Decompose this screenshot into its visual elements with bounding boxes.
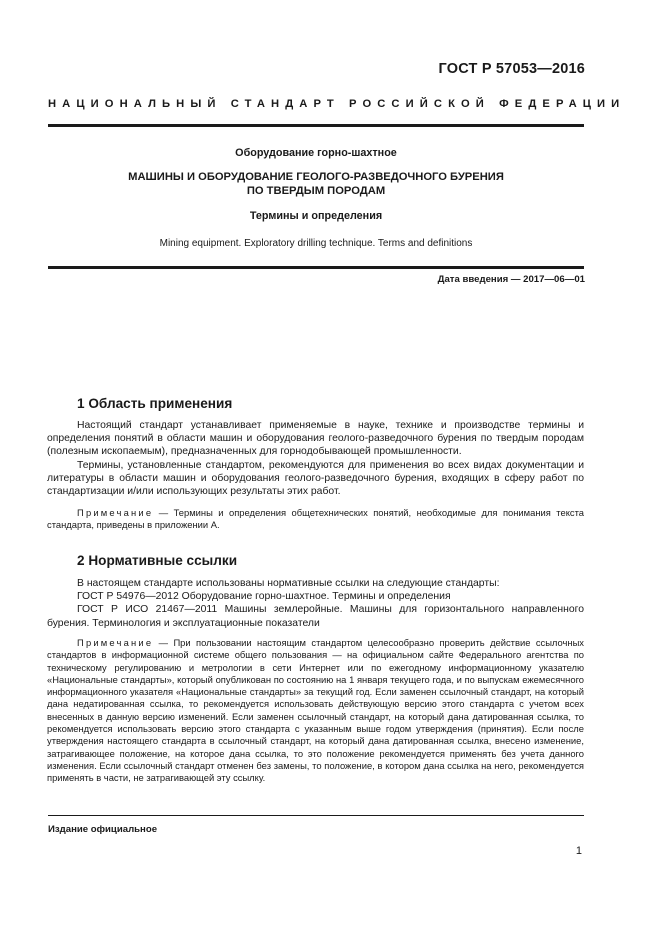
standard-title-line-2: ПО ТВЕРДЫМ ПОРОДАМ <box>246 185 386 197</box>
section-1-body <box>47 419 584 498</box>
section-2-heading: 2 Нормативные ссылки <box>77 553 238 568</box>
english-title: Mining equipment. Exploratory drilling technique. Terms and definitions <box>159 238 473 249</box>
header-rule <box>48 124 584 127</box>
introduction-date: Дата введения — 2017—06—01 <box>437 274 585 285</box>
standard-title <box>48 170 584 198</box>
section-1-paragraph-2: Термины, установленные стандартом, рекомендуются для применения во всех видах документации и литературы в области машин и оборудования геолого-разведочного бурения, входящих в сферу работ по стандартизации и/или использующих результаты этих работ. <box>47 459 584 498</box>
standard-subtitle: Термины и определения <box>249 210 383 222</box>
official-edition-label: Издание официальное <box>48 824 158 835</box>
national-standard-banner: НАЦИОНАЛЬНЫЙ СТАНДАРТ РОССИЙСКОЙ ФЕДЕРАЦИИ <box>48 98 626 110</box>
section-1-paragraph-1: Настоящий стандарт устанавливает применяемые в науке, технике и производстве термины и определения понятий в области машин и оборудования геолого-разведочного бурения по твердым породам (полезным ископаемым), предназначенных для горнодобывающей промышленности. <box>47 420 584 458</box>
footer-rule <box>48 815 584 816</box>
section-1-note <box>47 507 584 532</box>
section-2-note <box>47 637 584 785</box>
normative-reference-2: ГОСТ Р ИСО 21467—2011 Машины землеройные. Машины для горизонтального направленного бурения. Терминология и эксплуатационные показатели <box>47 604 584 629</box>
section-2-paragraph-1: В настоящем стандарте использованы нормативные ссылки на следующие стандарты: <box>77 578 500 589</box>
note-label: Примечание <box>77 507 154 518</box>
note-label: Примечание <box>77 637 154 648</box>
page-number: 1 <box>575 845 582 857</box>
normative-reference-1: ГОСТ Р 54976—2012 Оборудование горно-шахтное. Термины и определения <box>77 591 451 603</box>
gost-number: ГОСТ Р 57053—2016 <box>438 61 585 77</box>
section-2-body <box>47 577 584 630</box>
standard-title-line-1: МАШИНЫ И ОБОРУДОВАНИЕ ГЕОЛОГО-РАЗВЕДОЧНОГО БУРЕНИЯ <box>128 171 504 183</box>
note-text: — При пользовании настоящим стандартом целесообразно проверить действие ссылочных стандартов в информационной системе общего пользования — на официальном сайте Федерального агентства по техническому регулированию и метрологии в сети Интернет или по ежегодному информационному указателю «Национальные стандарты», который опубликован по состоянию на 1 января текущего года, и по выпускам ежемесячного информационного указателя «Национальные стандарты» за текущий год. Если заменен ссылочный стандарт, на который дана недатированная ссылка, то рекомендуется использовать действующую версию этого стандарта с учетом всех внесенных в данную версию изменений. Если заменен ссылочный стандарт, на который дана датированная ссылка, то рекомендуется использовать версию этого стандарта с указанным выше годом утверждения (принятия). Если после утверждения настоящего стандарта в ссылочный стандарт, на который дана датированная ссылка, внесено изменение, затрагивающее положение, на которое дана ссылка, то это положение рекомендуется применять без учета данного изменения. Если ссылочный стандарт отменен без замены, то положение, в котором дана ссылка на него, рекомендуется применять в части, не затрагивающей эту ссылку. <box>47 637 584 784</box>
title-rule <box>48 266 584 269</box>
section-1-heading: 1 Область применения <box>77 396 233 411</box>
standard-series: Оборудование горно-шахтное <box>235 147 397 159</box>
note-text: — Термины и определения общетехнических понятий, необходимые для понимания текста стандарта, приведены в приложении А. <box>47 507 584 531</box>
